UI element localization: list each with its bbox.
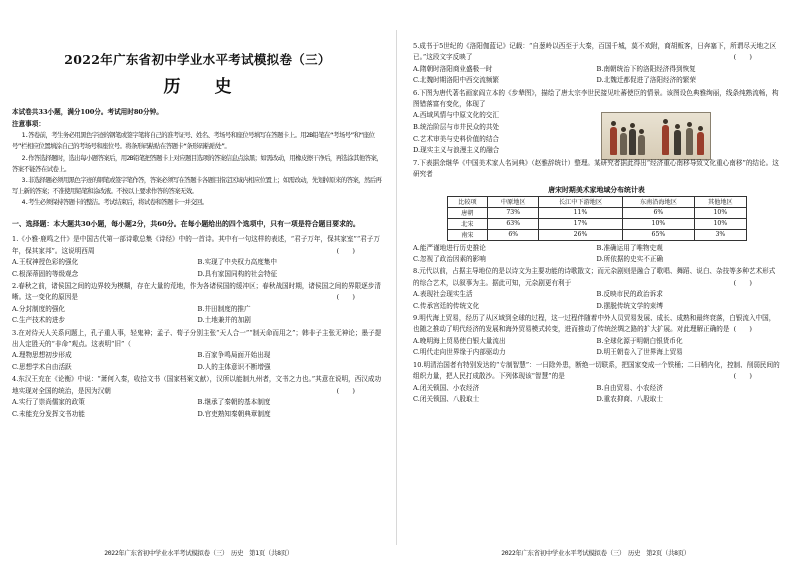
table-header-cell: 比较项	[447, 196, 488, 207]
table-cell: 10%	[695, 207, 746, 218]
option: C.传承宫廷的传统文化	[413, 301, 480, 310]
option: B.反映市民的政治诉求	[596, 290, 663, 299]
question-stem: 9.明代海上贸易，经历了从区域到全球的过程，这一过程伴随着中外人员贸易发展、成长、成熟和最终衰落，白银流入中国，也随之推动了明代经济的发展和海外贸易模式转变，进而推动了传统丝绸之路的扩大扩展。对此理解正确的是 ( )	[413, 313, 780, 336]
notice-list	[12, 130, 383, 208]
exam-title: 2022年广东省初中学业水平考试模拟卷（三）	[64, 52, 331, 67]
table-cell: 唐朝	[447, 207, 488, 218]
question-stem: 5.成书于5世纪的《洛阳伽蓝记》记载：“自葱岭以西至于大秦，百国千城，莫不欢附，商胡贩客，日奔塞下，所谓尽天地之区已。”这段文字反映了 ( )	[413, 41, 780, 64]
option: B.继承了秦朝的基本制度	[197, 398, 271, 407]
table-title: 唐宋时期美术家地域分布统计表	[548, 185, 645, 194]
table-cell: 3%	[695, 229, 746, 240]
table-cell: 6%	[488, 229, 539, 240]
question-stem: 4.东汉王充在《论衡》中说：“萧何入秦，收拾文书（国家档案文献），汉所以能制九州者，文书之力也。”其意在说明，西汉成功地实现对全国的统治，是因为汉朝 ( )	[12, 374, 383, 397]
table-cell: 南宋	[447, 229, 488, 240]
question-2	[12, 281, 383, 327]
question-7	[413, 158, 780, 266]
page-footer: 2022年广东省初中学业水平考试模拟卷（三） 历史 第2页（共8页）	[501, 549, 690, 557]
table-cell: 6%	[622, 207, 695, 218]
subject-title: 历 史	[163, 77, 246, 97]
question-stem: 6.下图为唐代著名画家阎立本的《步辇图》，描绘了唐太宗李世民接见吐蕃使臣的情景。该图设色典雅绚丽，线条纯熟流畅，构图错落富有变化，体现了	[413, 88, 779, 109]
question-10	[413, 360, 780, 406]
table-header-row	[447, 196, 746, 207]
question-6	[413, 88, 780, 157]
answer-paren: ( )	[336, 293, 355, 302]
option: C.忽视了政治因素的影响	[413, 255, 486, 264]
option: B.准确运用了唯物史观	[596, 243, 663, 252]
option: C.艺术审美与史料价值的结合	[413, 134, 500, 143]
table-cell: 11%	[539, 207, 622, 218]
option: D.具有家国同构的社会特征	[197, 269, 278, 278]
option: D.所依据的史实不正确	[596, 255, 663, 264]
answer-paren: ( )	[336, 386, 355, 395]
table-cell: 26%	[539, 229, 622, 240]
option: C.生产技术的进步	[12, 316, 66, 325]
option: C.明代走向世界缘于内部驱动力	[413, 348, 506, 357]
table-row	[447, 229, 746, 240]
table-cell: 17%	[539, 218, 622, 229]
question-5	[413, 41, 780, 87]
option: A.西域风情与中原文化的交汇	[413, 111, 499, 120]
table-cell: 65%	[622, 229, 695, 240]
question-stem: 2.春秋之前，诸侯国之间的边界较为模糊，存在大量的荒地，作为各诸侯国的缓冲区；春秋战国时期，诸侯国之间的界限逐步清晰。这一变化的原因是 ( )	[12, 281, 383, 304]
option: A.分封制度的强化	[12, 304, 66, 313]
notice-item: 1.答卷前，考生务必用黑色字迹的钢笔或签字笔将自己的准考证号、姓名、考场号和座位号填写在答题卡上。用2B铅笔在“考场号”和“座位号”栏相应位置填涂自己的考场号和座位号。将条形码粘贴在答题卡“条形码粘贴处”。	[12, 131, 375, 151]
option: D.土地兼并的加剧	[197, 316, 251, 325]
option: A.王权神授色彩的强化	[12, 258, 79, 267]
option: B.百家争鸣局面开始出现	[197, 351, 271, 360]
question-1	[12, 234, 383, 280]
question-options	[413, 64, 780, 87]
table-header-cell: 其他地区	[695, 196, 746, 207]
notice-title: 注意事项：	[12, 119, 45, 128]
question-stem: 1.《小雅·鹿鸣之什》是中国古代第一部诗歌总集《诗经》中的一首诗。其中有一句这样的表述，“君子万年，保其家室”“君子万年，保其家邦”。这说明西周 ( )	[12, 234, 383, 257]
data-table	[447, 196, 747, 241]
question-stem: 10.明清治国者有特别发达的“专制智慧”：一曰除外患，断绝一切联系，把国家变成一个铁桶；二曰稍内化，控制、削弱民间的组织力量，把人民打成散沙。下列体现该“智慧”的是 ( )	[413, 360, 780, 383]
question-9	[413, 313, 780, 359]
table-cell: 北宋	[447, 218, 488, 229]
question-options	[413, 383, 780, 406]
exam-summary: 本试卷共33小题，满分100分。考试用时80分钟。	[12, 108, 163, 116]
question-stem: 3.在对待天人关系问题上，孔子重人事，轻鬼神；孟子、荀子分别主张“天人合一”“制天命而用之”；韩非子主张无神论；墨子提出人定胜天的“非命”观点。这表明“旧”（	[12, 328, 382, 349]
option: C.未能充分发挥文书功能	[12, 409, 85, 418]
option: A.实行了崇尚儒家的政策	[12, 398, 85, 407]
table-cell: 10%	[695, 218, 746, 229]
table-cell: 73%	[488, 207, 539, 218]
notice-item: 2.作答选择题时，选出每小题答案后，用2B铅笔把答题卡上对应题目选项的答案信息点涂黑；如需改动，用橡皮擦干净后，再选涂其他答案，答案不能答在试卷上。	[12, 153, 383, 173]
option: C.根深蒂固的等级观念	[12, 269, 79, 278]
option: B.实现了中央权力高度集中	[197, 258, 277, 267]
option: B.统治阶层与市井民众的共处	[413, 123, 500, 132]
option: C.思想学术自由活跃	[12, 362, 72, 371]
option: D.明王朝卷入了世界海上贸易	[596, 348, 683, 357]
option: A.晚明海上贸易使白银大量流出	[413, 336, 506, 345]
question-stem: 7.下表据余继华《中国美术家人名词典》（赵雅辞统计）整理。某研究者据此得出“经济重心南移导致文化重心南移”的结论。这研究者	[413, 158, 779, 179]
option: D.摆脱传统文学的束缚	[596, 301, 663, 310]
answer-paren: ( )	[733, 53, 752, 62]
question-options	[12, 397, 383, 420]
option: D.现实主义与浪漫主义的融合	[413, 146, 500, 155]
option: D.北魏迁都促进了洛阳经济的繁荣	[596, 76, 696, 85]
question-3	[12, 328, 383, 374]
option: C.北魏时期洛阳中西交流频繁	[413, 76, 500, 85]
answer-paren: ( )	[336, 246, 355, 255]
question-options	[12, 257, 383, 280]
option: B.南朝统治下的洛阳经济得到恢复	[596, 64, 696, 73]
page-right	[397, 0, 794, 565]
question-options	[12, 304, 383, 327]
option: A.隋朝时洛阳商业盛极一时	[413, 64, 493, 73]
question-options	[413, 110, 593, 156]
painting-image	[601, 112, 711, 160]
option: C.闭关锁国、八股取士	[413, 394, 480, 403]
option: D.官吏熟知秦朝典章制度	[197, 409, 271, 418]
answer-paren: ( )	[733, 325, 752, 334]
table-cell: 10%	[622, 218, 695, 229]
option: A.闭关锁国、小农经济	[413, 383, 480, 392]
option: A.能严谨地进行历史推论	[413, 243, 486, 252]
answer-paren: ( )	[733, 372, 752, 381]
question-options	[413, 289, 780, 312]
option: A.理物思想初步形成	[12, 351, 72, 360]
table-header-cell: 东南沿海地区	[622, 196, 695, 207]
notice-item: 3.非选择题必须用黑色字迹的钢笔或签字笔作答，答案必须写在答题卡各题目指定区域内相应位置上；如需改动，先划掉原来的答案，然后再写上新的答案；不准使用铅笔和涂改液。不按以上要求作答的答案无效。	[12, 176, 382, 196]
table-row	[447, 207, 746, 218]
table-header-cell: 长江中下游地区	[539, 196, 622, 207]
question-4	[12, 374, 383, 420]
option: D.重农抑商、八股取士	[596, 394, 663, 403]
page-footer: 2022年广东省初中学业水平考试模拟卷（三） 历史 第1页（共8页）	[104, 549, 293, 557]
question-8	[413, 266, 780, 312]
question-options	[413, 243, 780, 266]
section-title: 一、选择题：本大题共30小题，每小题2分，共60分。在每小题给出的四个选项中，只有一项是符合题目要求的。	[12, 219, 360, 228]
question-stem: 8.元代以前，占据主导地位的是以诗文为主要功能的诗歌散文；而元杂剧则是融合了歌唱、舞蹈、说白、杂技等多种艺术形式的综合艺术，以叙事为主。据此可知，元杂剧更有利于 ( )	[413, 266, 780, 289]
option: A.表现社会现实生活	[413, 290, 473, 299]
table-header-cell: 中原地区	[488, 196, 539, 207]
question-options	[413, 336, 780, 359]
option: B.全球化源于明朝白银货币化	[596, 336, 683, 345]
option: B.自由贸易、小农经济	[596, 383, 663, 392]
table-cell: 63%	[488, 218, 539, 229]
notice-item: 4.考生必须保持答题卡的整洁。考试结束后，将试卷和答题卡一并交回。	[21, 198, 208, 207]
option: B.井田制度的推广	[197, 304, 251, 313]
answer-paren: ( )	[733, 278, 752, 287]
question-options	[12, 350, 383, 373]
table-row	[447, 218, 746, 229]
option: D.人的主体意识不断增强	[197, 362, 271, 371]
